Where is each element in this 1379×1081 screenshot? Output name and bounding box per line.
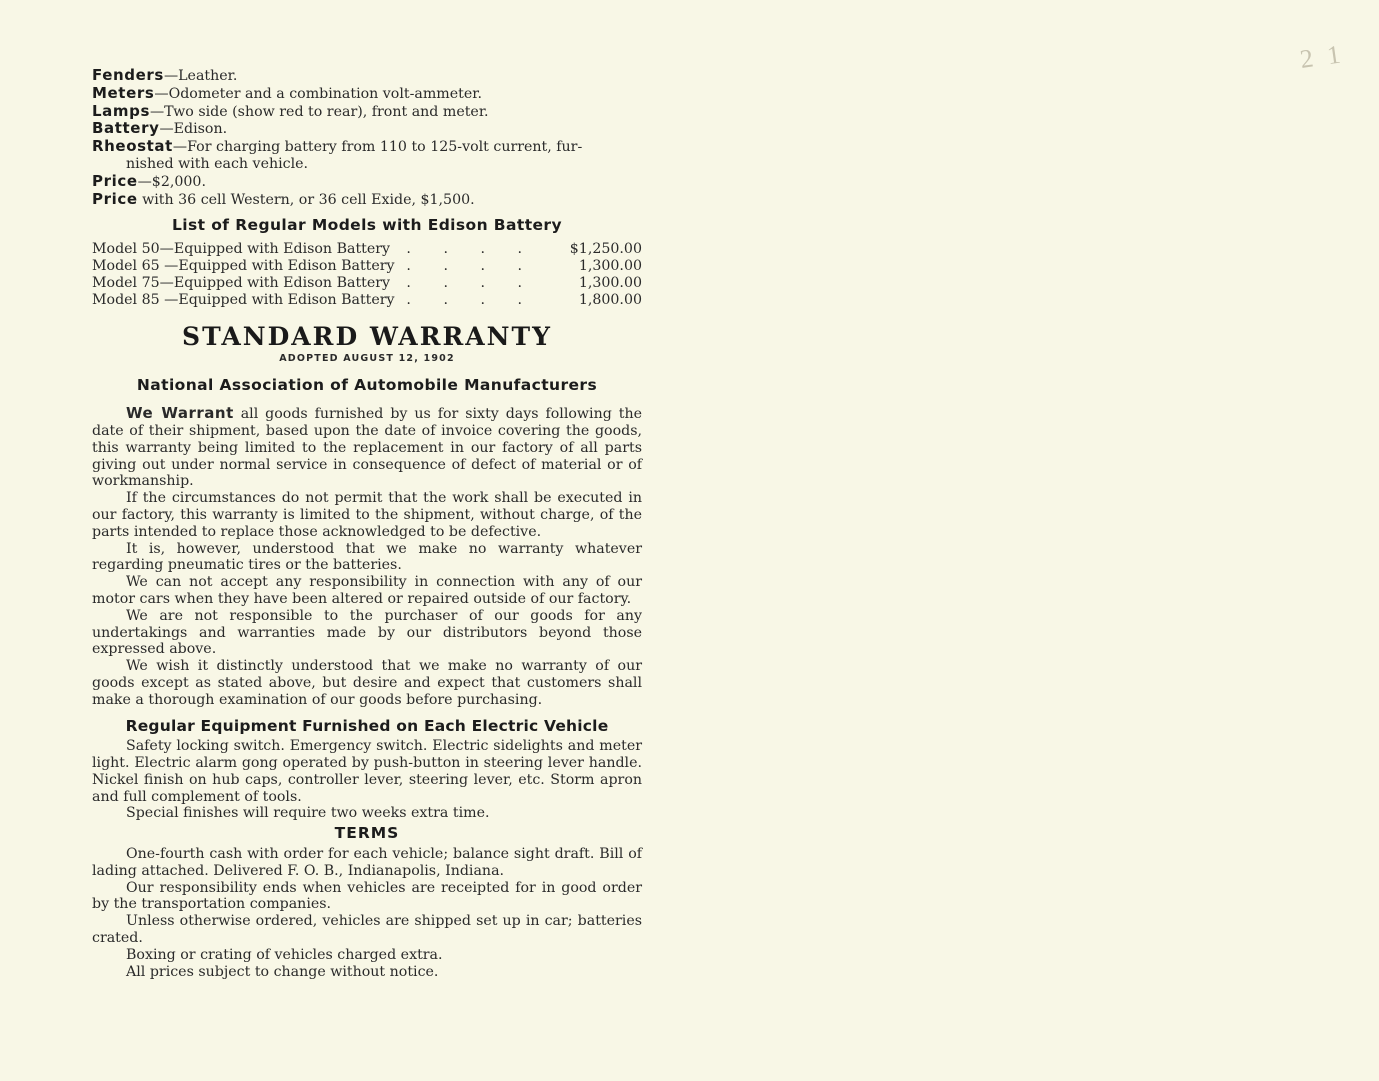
model-label: Model 50—Equipped with Edison Battery — [92, 241, 391, 258]
spec-battery — [92, 120, 642, 138]
page-number: 2 1 — [1298, 39, 1347, 74]
spec-value: —For charging battery from 110 to 125-volt current, fur- — [172, 139, 583, 156]
leader-dots: . . . . — [406, 257, 536, 274]
spec-rheostat-continued: nished with each vehicle. — [126, 155, 309, 172]
leader-dots: . . . . — [406, 291, 536, 308]
model-label: Model 65 —Equipped with Edison Battery — [92, 257, 395, 274]
model-price: 1,800.00 — [578, 291, 642, 308]
warranty-paragraph: If the circumstances do not permit that the work shall be executed in our factory, this warranty is limited to the shipment, without charge, of the parts intended to replace those acknowledged to be defective. — [92, 490, 642, 540]
spec-key: Rheostat — [92, 137, 173, 156]
equipment-heading: Regular Equipment Furnished on Each Electric Vehicle — [125, 716, 609, 735]
models-heading: List of Regular Models with Edison Battery — [172, 216, 562, 235]
warranty-paragraph: It is, however, understood that we make no warranty whatever regarding pneumatic tires or the batteries. — [92, 540, 642, 574]
terms-paragraph: Unless otherwise ordered, vehicles are shipped set up in car; batteries crated. — [92, 913, 642, 947]
warranty-paragraph-text: all goods furnished by us for sixty days following the date of their shipment, based upon the date of invoice covering the goods, this warranty being limited to the replacement in our factory of all parts giving out under normal service in consequence of defect of material or of workmanship. — [92, 406, 642, 490]
spec-value: —Odometer and a combination volt-ammeter. — [154, 85, 482, 102]
spec-value: —Edison. — [159, 121, 228, 138]
equipment-paragraph: Special finishes will require two weeks extra time. — [126, 805, 490, 822]
spec-lamps — [92, 103, 642, 121]
leader-dots: . . . . — [406, 274, 536, 291]
spec-price-alt — [92, 191, 642, 209]
spec-rheostat — [92, 138, 642, 156]
warranty-title: STANDARD WARRANTY — [182, 322, 552, 352]
spec-key: Lamps — [92, 101, 150, 120]
model-price: 1,300.00 — [578, 274, 642, 291]
spec-value: —Two side (show red to rear), front and meter. — [149, 103, 489, 120]
model-price: $1,250.00 — [569, 241, 642, 258]
warranty-paragraph: We wish it distinctly understood that we make no warranty of our goods except as stated above, but desire and expect that customers shall make a thorough examination of our goods before purchasing. — [92, 658, 642, 708]
model-price: 1,300.00 — [578, 257, 642, 274]
spec-key: Fenders — [92, 66, 164, 84]
spec-value: —$2,000. — [137, 173, 206, 190]
spec-meters — [92, 85, 642, 103]
model-label: Model 75—Equipped with Edison Battery — [92, 274, 391, 291]
warranty-lead-word: We Warrant — [126, 404, 234, 423]
document-column — [92, 67, 642, 980]
association-heading: National Association of Automobile Manufacturers — [136, 376, 598, 395]
warranty-paragraph: We can not accept any responsibility in connection with any of our motor cars when they have been altered or repaired outside of our factory. — [92, 574, 642, 607]
spec-fenders — [92, 67, 642, 85]
spec-list — [92, 67, 642, 208]
leader-dots: . . . . — [406, 241, 536, 258]
terms-paragraph: All prices subject to change without notice. — [126, 963, 439, 980]
terms-paragraph: Boxing or crating of vehicles charged extra. — [126, 946, 443, 963]
spec-price — [92, 173, 642, 191]
spec-key: Price — [92, 171, 138, 190]
terms-heading: TERMS — [334, 824, 400, 843]
terms-paragraph: One-fourth cash with order for each vehicle; balance sight draft. Bill of lading attached. Delivered F. O. B., Indianapolis, Indiana. — [92, 846, 642, 879]
spec-value: —Leather. — [163, 68, 238, 84]
warranty-paragraph: We are not responsible to the purchaser of our goods for any undertakings and warranties made by our distributors beyond those expressed above. — [92, 607, 642, 658]
spec-key: Meters — [92, 83, 155, 102]
model-row — [92, 258, 642, 275]
spec-key: Price — [92, 189, 138, 208]
model-row — [92, 241, 642, 258]
warranty-paragraph — [92, 405, 642, 490]
spec-value: with 36 cell Western, or 36 cell Exide, $1,500. — [137, 191, 475, 208]
model-row — [92, 275, 642, 292]
terms-paragraph: Our responsibility ends when vehicles are receipted for in good order by the transportation companies. — [92, 879, 642, 913]
model-label: Model 85 —Equipped with Edison Battery — [92, 291, 395, 308]
spec-key: Battery — [92, 119, 160, 138]
warranty-adopted-date: ADOPTED AUGUST 12, 1902 — [279, 353, 455, 365]
models-list — [92, 241, 642, 308]
equipment-paragraph: Safety locking switch. Emergency switch. Electric sidelights and meter light. Electric alarm gong operated by push-button in steering lever handle. Nickel finish on hub caps, controller lever, steering lever, etc. Storm apron and full complement of tools. — [92, 738, 642, 805]
model-row — [92, 292, 642, 309]
